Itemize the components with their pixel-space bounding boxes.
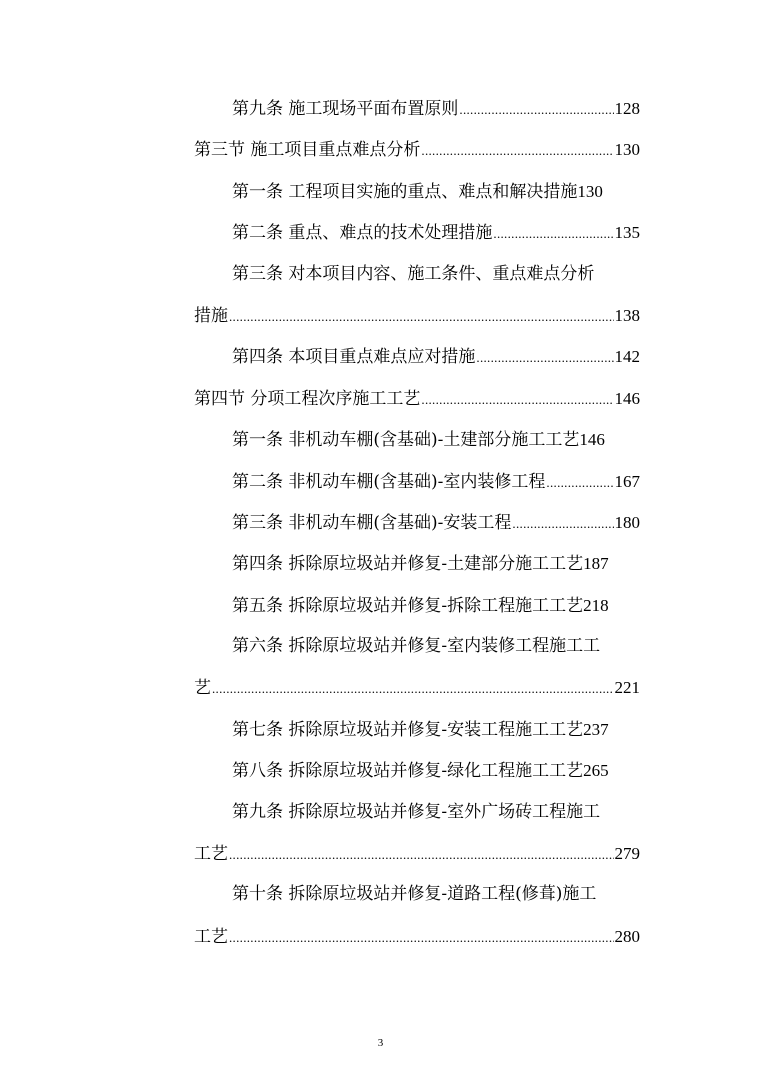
toc-page-number: 142 bbox=[614, 347, 640, 367]
toc-entry[interactable] bbox=[194, 461, 640, 502]
toc-dot-leader bbox=[459, 89, 613, 129]
toc-dot-leader bbox=[421, 130, 613, 170]
toc-entry-title: 第三条 对本项目内容、施工条件、重点难点分析 bbox=[232, 263, 595, 284]
toc-entry-title: 措施 bbox=[194, 305, 228, 326]
toc-entry-title: 第八条 拆除原垃圾站并修复-绿化工程施工工艺 bbox=[232, 761, 584, 782]
toc-entry[interactable] bbox=[194, 171, 640, 212]
toc-entry-line bbox=[194, 461, 640, 502]
toc-page-number: 167 bbox=[614, 471, 640, 491]
toc-entry-title: 第四条 拆除原垃圾站并修复-土建部分施工工艺 bbox=[232, 554, 584, 575]
toc-entry-title: 第三节 施工项目重点难点分析 bbox=[194, 140, 421, 161]
toc-entry-title: 工艺 bbox=[194, 926, 228, 947]
toc-entry-title: 艺 bbox=[194, 678, 211, 699]
toc-entry-title: 工艺 bbox=[194, 844, 228, 865]
toc-entry[interactable] bbox=[194, 88, 640, 129]
toc-entry[interactable] bbox=[194, 212, 640, 253]
toc-entry[interactable] bbox=[194, 129, 640, 170]
toc-entry-continuation bbox=[194, 833, 640, 874]
toc-entry[interactable] bbox=[194, 419, 640, 460]
toc-entry-line bbox=[194, 502, 640, 543]
toc-dot-leader bbox=[512, 503, 613, 543]
toc-entry-line bbox=[194, 543, 640, 584]
footer-page-number: 3 bbox=[377, 1037, 384, 1049]
toc-entry-line bbox=[194, 171, 640, 212]
toc-page-number: 128 bbox=[614, 99, 640, 118]
toc-entry-line bbox=[194, 750, 640, 791]
toc-page-number: 138 bbox=[614, 305, 640, 325]
toc-dot-leader bbox=[229, 296, 614, 336]
toc-entry-continuation bbox=[194, 667, 640, 708]
toc-entry-line bbox=[194, 254, 640, 295]
toc-entry-title: 第九条 拆除原垃圾站并修复-室外广场砖工程施工 bbox=[232, 801, 601, 822]
toc-entry[interactable] bbox=[194, 792, 640, 875]
toc-dot-leader bbox=[229, 834, 614, 874]
toc-entry-continuation bbox=[194, 916, 640, 957]
toc-entry-title: 第四条 本项目重点难点应对措施 bbox=[232, 347, 476, 368]
toc-dot-leader bbox=[212, 668, 614, 708]
toc-entry-title: 第十条 拆除原垃圾站并修复-道路工程(修葺)施工 bbox=[232, 884, 597, 905]
toc-page-number: 218 bbox=[583, 595, 609, 615]
toc-page-number: 265 bbox=[583, 761, 609, 781]
toc-entry[interactable] bbox=[194, 502, 640, 543]
toc-entry-line bbox=[194, 585, 640, 626]
toc-dot-leader bbox=[546, 462, 613, 502]
toc-entry-line bbox=[194, 88, 640, 129]
toc-page-number: 180 bbox=[614, 512, 640, 532]
toc-page-number: 130 bbox=[577, 181, 603, 201]
toc-entry[interactable] bbox=[194, 378, 640, 419]
toc-entry-line bbox=[194, 419, 640, 460]
toc-page-number: 146 bbox=[614, 388, 640, 408]
toc-entry[interactable] bbox=[194, 543, 640, 584]
toc-page-number: 221 bbox=[614, 678, 640, 698]
toc-dot-leader bbox=[476, 337, 613, 377]
toc-entry-title: 第二条 重点、难点的技术处理措施 bbox=[232, 223, 493, 244]
toc-entry-title: 第五条 拆除原垃圾站并修复-拆除工程施工工艺 bbox=[232, 595, 584, 616]
toc-page-number: 146 bbox=[579, 430, 605, 450]
toc-dot-leader bbox=[229, 917, 614, 957]
toc-entry[interactable] bbox=[194, 585, 640, 626]
toc-entry-line bbox=[194, 378, 640, 419]
toc-entry-continuation bbox=[194, 295, 640, 336]
toc-entry-title: 第九条 施工现场平面布置原则 bbox=[232, 99, 459, 119]
toc-entry[interactable] bbox=[194, 336, 640, 377]
toc-entry-title: 第七条 拆除原垃圾站并修复-安装工程施工工艺 bbox=[232, 719, 584, 740]
toc-entry[interactable] bbox=[194, 750, 640, 791]
toc-entry-line bbox=[194, 626, 640, 667]
toc-page-number: 280 bbox=[614, 926, 640, 946]
table-of-contents bbox=[194, 88, 640, 957]
toc-entry-title: 第一条 非机动车棚(含基础)-土建部分施工工艺 bbox=[232, 430, 580, 451]
toc-entry-line bbox=[194, 792, 640, 833]
toc-entry[interactable] bbox=[194, 254, 640, 337]
toc-dot-leader bbox=[493, 213, 613, 253]
toc-dot-leader bbox=[421, 379, 613, 419]
toc-entry-line bbox=[194, 129, 640, 170]
toc-entry[interactable] bbox=[194, 709, 640, 750]
toc-page-number: 187 bbox=[583, 554, 609, 574]
toc-entry[interactable] bbox=[194, 626, 640, 709]
toc-entry-line bbox=[194, 709, 640, 750]
toc-entry[interactable] bbox=[194, 874, 640, 957]
toc-entry-line bbox=[194, 874, 640, 915]
toc-entry-line bbox=[194, 336, 640, 377]
toc-entry-title: 第四节 分项工程次序施工工艺 bbox=[194, 388, 421, 409]
toc-entry-title: 第三条 非机动车棚(含基础)-安装工程 bbox=[232, 512, 512, 533]
toc-page-number: 279 bbox=[614, 844, 640, 864]
toc-entry-title: 第一条 工程项目实施的重点、难点和解决措施 bbox=[232, 181, 578, 202]
toc-page-number: 130 bbox=[614, 140, 640, 160]
toc-page-number: 135 bbox=[614, 223, 640, 243]
toc-entry-title: 第二条 非机动车棚(含基础)-室内装修工程 bbox=[232, 471, 546, 492]
toc-page-number: 237 bbox=[583, 719, 609, 739]
toc-entry-title: 第六条 拆除原垃圾站并修复-室内装修工程施工工 bbox=[232, 636, 601, 657]
toc-entry-line bbox=[194, 212, 640, 253]
